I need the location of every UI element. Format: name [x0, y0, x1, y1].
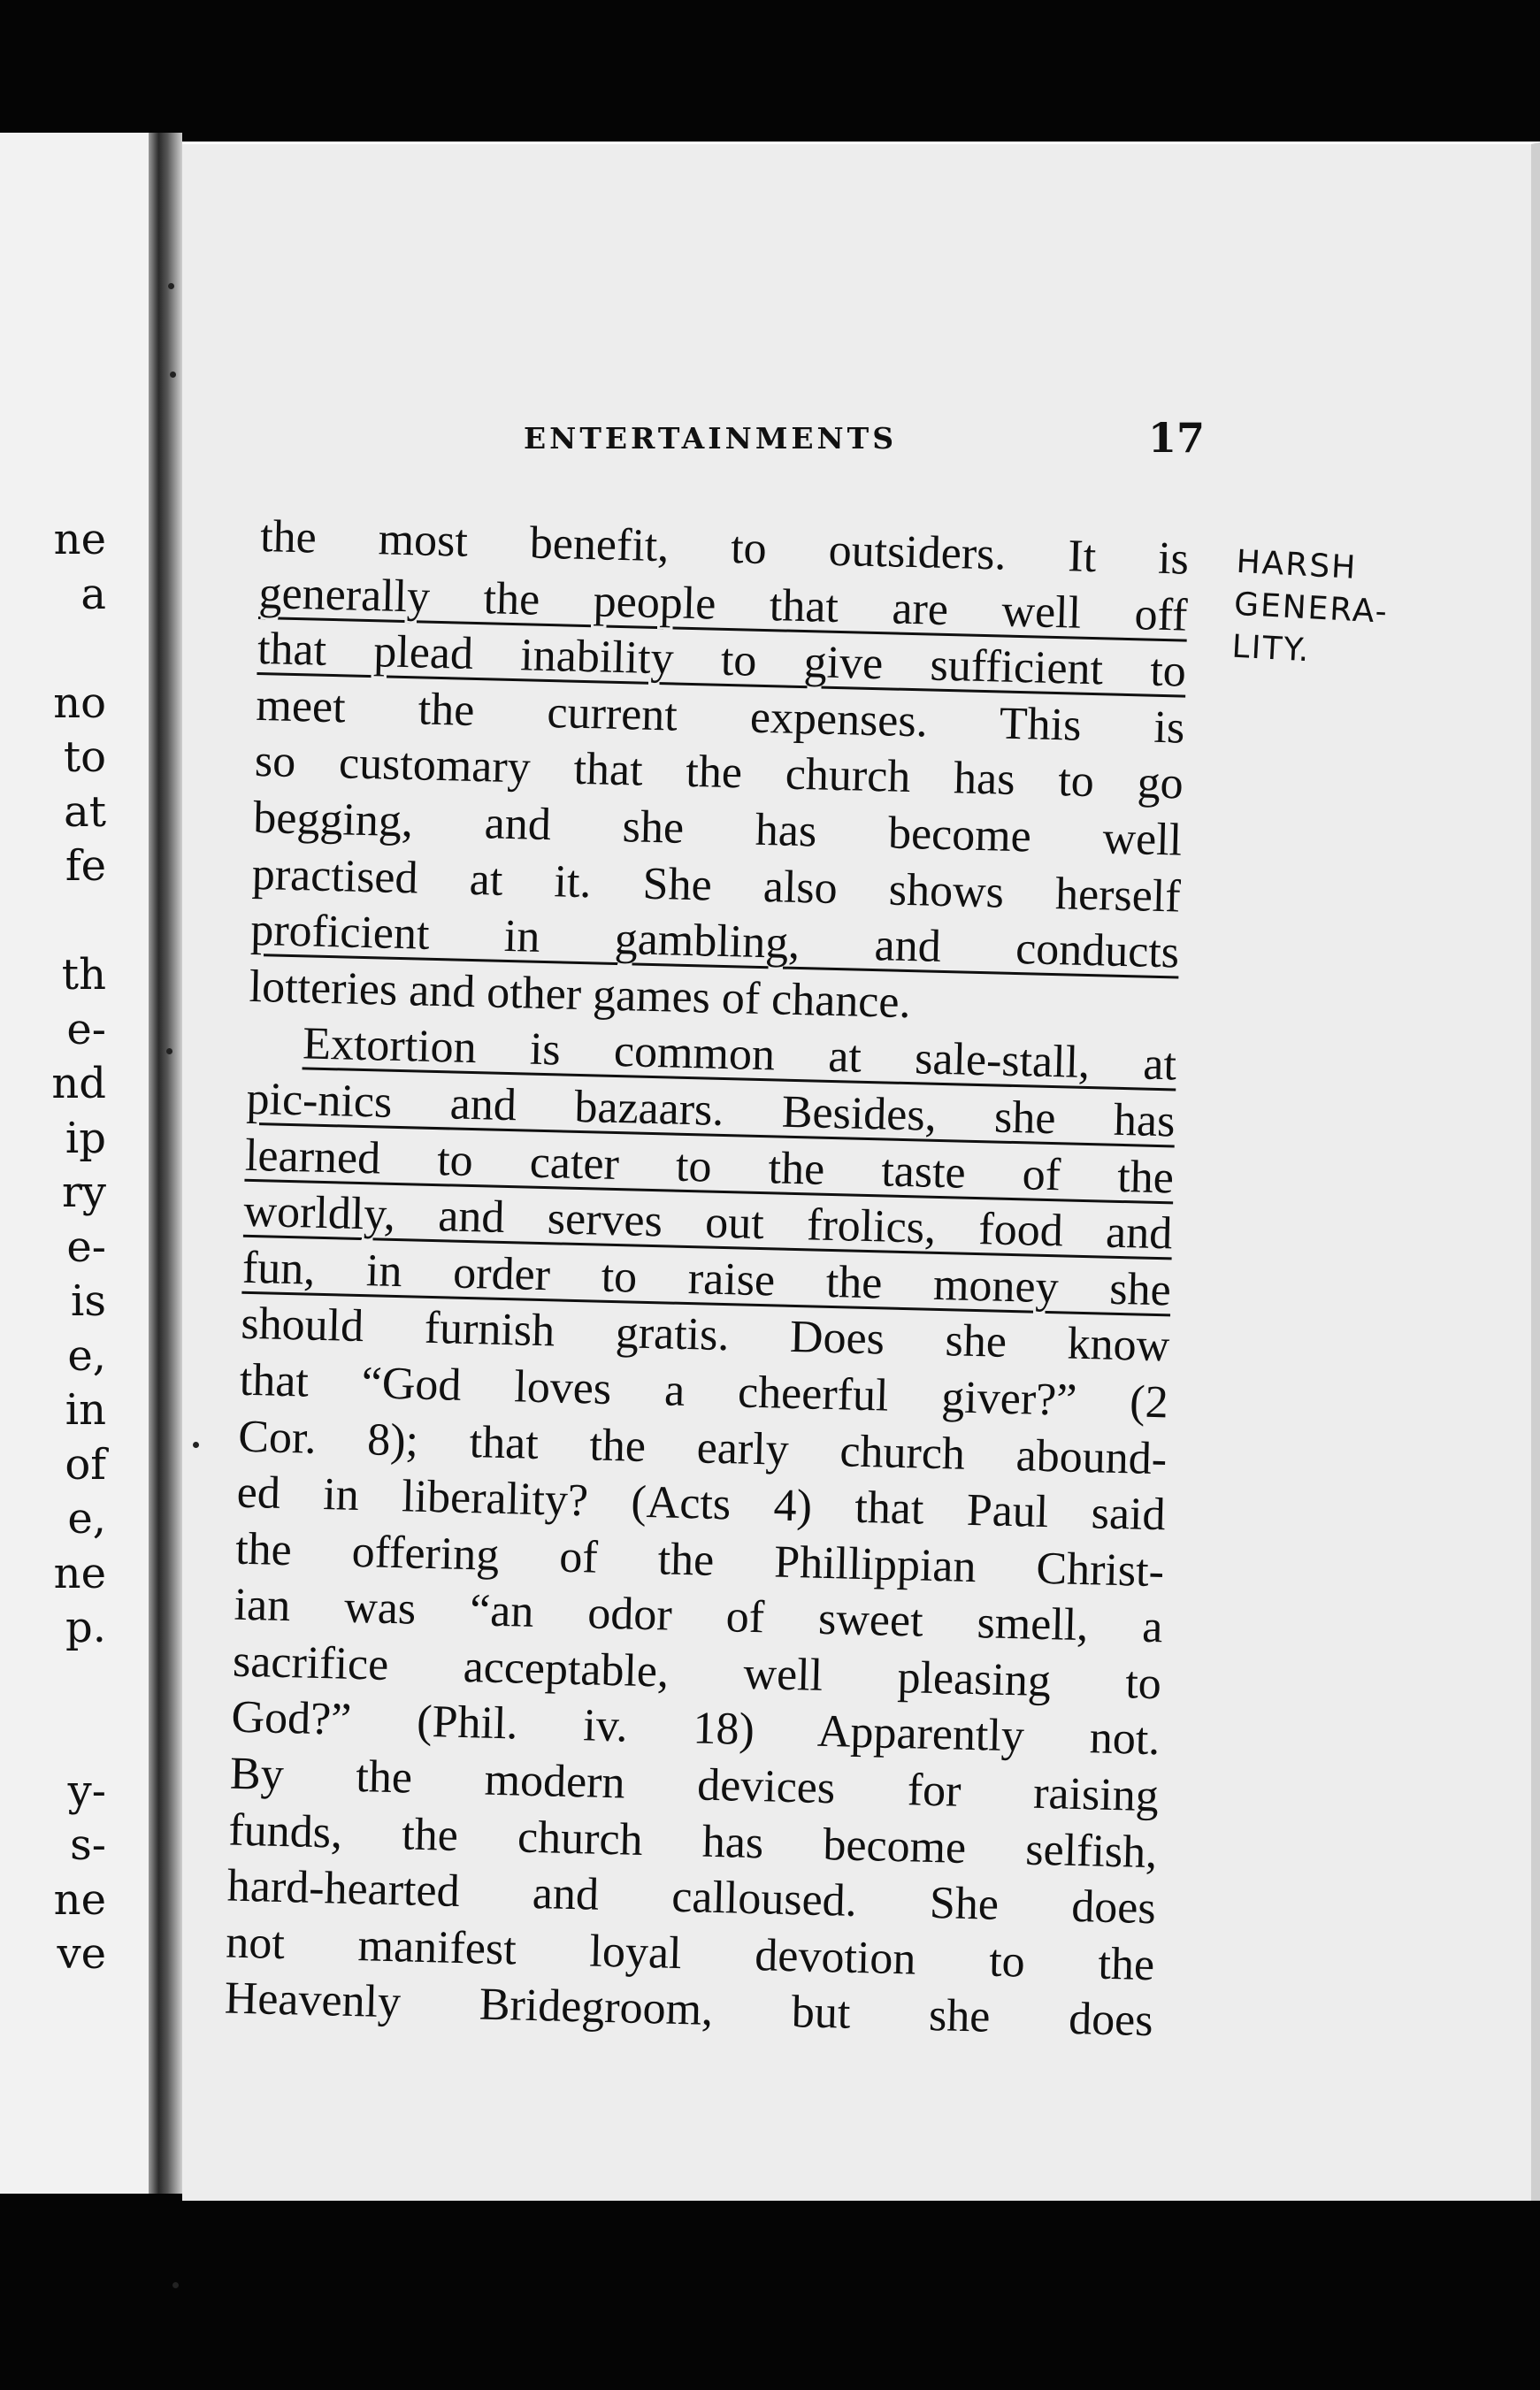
text-line: that “God loves a cheerful giver?” (2: [239, 1354, 1169, 1429]
previous-page-line-end: e-: [66, 1004, 106, 1054]
text-line: should furnish gratis. Does she know: [240, 1298, 1170, 1372]
text-line: ian was “an odor of sweet smell, a: [234, 1579, 1164, 1653]
handwritten-margin-note: [1230, 541, 1449, 679]
previous-page-line-end: no: [53, 678, 106, 728]
text-line: lotteries and other games of chance.: [249, 961, 912, 1028]
previous-page-line-end: is: [71, 1276, 106, 1326]
previous-page-line-end: to: [63, 732, 106, 782]
previous-page-line-end: s-: [70, 1820, 106, 1870]
margin-note-line: HARSH: [1235, 543, 1359, 586]
text-line: not manifest loyal devotion to the: [225, 1917, 1155, 1991]
running-head: [338, 414, 1205, 463]
text-line: begging, and she has become well: [252, 792, 1183, 866]
text-line-underlined: generally the people that are well off: [257, 567, 1189, 641]
previous-page-line-end: ip: [65, 1113, 106, 1163]
previous-page-line-end: [0, 622, 106, 677]
book-gutter: [149, 133, 182, 2194]
text-line-underlined: worldly, and serves out frolics, food and: [242, 1185, 1173, 1260]
text-line: Cor. 8); that the early church abound-: [237, 1411, 1168, 1484]
previous-page-line-end: a: [80, 569, 106, 619]
previous-page-line-end: ne: [53, 1874, 106, 1925]
previous-page-line-end: y-: [67, 1766, 106, 1816]
running-title: ENTERTAINMENTS: [524, 421, 898, 456]
text-line: ed in liberality? (Acts 4) that Paul said: [236, 1467, 1167, 1541]
previous-page-line-end: ne: [53, 1548, 106, 1598]
previous-page-line-end: [0, 894, 106, 949]
text-line-underlined: learned to cater to the taste of the: [244, 1130, 1175, 1203]
previous-page-line-end: ne: [53, 515, 106, 564]
text-line: meet the current expenses. This is: [255, 679, 1185, 754]
previous-page-line-end: p.: [65, 1603, 106, 1652]
text-line: funds, the church has become selfish,: [227, 1804, 1158, 1878]
text-line: the offering of the Phillippian Christ-: [234, 1523, 1165, 1597]
text-line-underlined: Extortion is common at sale-stall, at: [302, 1018, 1177, 1091]
previous-page-line-end: nd: [51, 1059, 106, 1108]
margin-note-line: LITY.: [1230, 628, 1312, 670]
page-number: 17: [1147, 414, 1205, 462]
previous-page-line-ends: [0, 513, 106, 1982]
text-line: practised at it. She also shows herself: [251, 848, 1182, 923]
text-line: so customary that the church has to go: [254, 736, 1184, 809]
text-line: By the modern devices for raising: [229, 1748, 1160, 1822]
previous-page-line-end: ve: [57, 1929, 106, 1979]
previous-page-fragment: [0, 133, 149, 2194]
page-body-text: [224, 509, 1190, 2049]
previous-page-line-end: of: [65, 1439, 106, 1490]
text-line-underlined: proficient in gambling, and conducts: [249, 905, 1180, 978]
previous-page-line-end: ry: [61, 1168, 106, 1217]
margin-note-line: GENERA-: [1233, 586, 1390, 631]
previous-page-line-end: e,: [67, 1494, 106, 1544]
text-line: Heavenly Bridegroom, but she does: [224, 1973, 1154, 2047]
text-line: hard-hearted and calloused. She does: [226, 1860, 1157, 1934]
previous-page-line-end: in: [65, 1385, 106, 1435]
previous-page-line-end: [0, 1656, 106, 1711]
text-line: God?” (Phil. iv. 18) Apparently not.: [230, 1692, 1161, 1766]
text-line-underlined: fun, in order to raise the money she: [241, 1242, 1172, 1316]
previous-page-line-end: [0, 1710, 106, 1765]
previous-page-line-end: fe: [65, 841, 106, 891]
text-line: the most benefit, to outsiders. It is: [259, 510, 1190, 585]
previous-page-line-end: at: [64, 786, 106, 837]
text-line-underlined: pic-nics and bazaars. Besides, she has: [245, 1073, 1176, 1147]
previous-page-line-end: th: [61, 950, 106, 1000]
text-line: sacrifice acceptable, well pleasing to: [232, 1635, 1162, 1710]
text-line-underlined: that plead inability to give sufficient to: [257, 624, 1187, 697]
previous-page-line-end: e-: [66, 1222, 106, 1272]
previous-page-line-end: e,: [67, 1330, 106, 1381]
